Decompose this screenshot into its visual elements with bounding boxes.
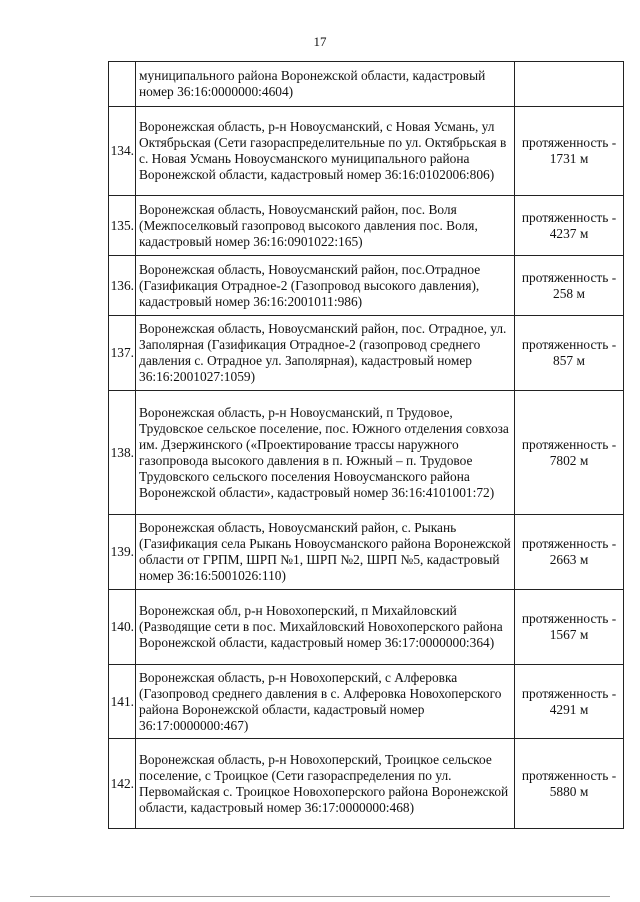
row-length: протяженность - 4237 м <box>515 196 624 256</box>
table-row <box>109 196 624 256</box>
row-description: Воронежская область, Новоусманский район, пос.Отрадное (Газификация Отрадное-2 (Газопровод высокого давления), кадастровый номер 36:16:2001011:986) <box>136 256 515 316</box>
row-description: Воронежская область, Новоусманский район, с. Рыкань (Газификация села Рыкань Новоусманского района Воронежской области от ГРПМ, ШРП №1, ШРП №2, ШРП №5, кадастровый номер 36:16:5001026:110) <box>136 515 515 590</box>
row-description: Воронежская область, р-н Новоусманский, с Новая Усмань, ул Октябрьская (Сети газораспределительные по ул. Октябрьская в с. Новая Усмань Новоусманского муниципального района Воронежской области, кадастровый номер 36:16:0102006:806) <box>136 107 515 196</box>
table-row <box>109 391 624 515</box>
row-description: Воронежская область, Новоусманский район, пос. Воля (Межпоселковый газопровод высокого давления пос. Воля, кадастровый номер 36:16:0901022:165) <box>136 196 515 256</box>
table-row <box>109 665 624 739</box>
page-bottom-rule <box>30 896 610 897</box>
row-length: протяженность - 258 м <box>515 256 624 316</box>
row-number: 136. <box>109 256 136 316</box>
row-number: 138. <box>109 391 136 515</box>
row-length: протяженность - 4291 м <box>515 665 624 739</box>
table-row-continuation <box>109 62 624 107</box>
row-number: 137. <box>109 316 136 391</box>
row-length: протяженность - 5880 м <box>515 739 624 829</box>
row-number: 141. <box>109 665 136 739</box>
row-length: протяженность - 1567 м <box>515 590 624 665</box>
row-length <box>515 62 624 107</box>
row-number-cell <box>109 62 136 107</box>
row-number: 134. <box>109 107 136 196</box>
row-description: муниципального района Воронежской области, кадастровый номер 36:16:0000000:4604) <box>136 62 515 107</box>
row-length: протяженность - 7802 м <box>515 391 624 515</box>
row-description: Воронежская область, р-н Новоусманский, п Трудовое, Трудовское сельское поселение, пос. Южного отделения совхоза им. Дзержинского («Проектирование трассы наружного газопровода высокого давления в п. Южный – п. Трудовое Трудовского сельского поселения Новоусманского района Воронежской области», кадастровый номер 36:16:4101001:72) <box>136 391 515 515</box>
table-row <box>109 107 624 196</box>
row-length: протяженность - 1731 м <box>515 107 624 196</box>
row-description: Воронежская область, р-н Новохоперский, Троицкое сельское поселение, с Троицкое (Сети газораспределения по ул. Первомайская с. Троицкое Новохоперского района Воронежской области, кадастровый номер 36:17:0000000:468) <box>136 739 515 829</box>
row-length: протяженность - 2663 м <box>515 515 624 590</box>
row-number: 135. <box>109 196 136 256</box>
row-description: Воронежская обл, р-н Новохоперский, п Михайловский (Разводящие сети в пос. Михайловский Новохоперского района Воронежской области, кадастровый номер 36:17:0000000:364) <box>136 590 515 665</box>
registry-table <box>108 61 624 829</box>
row-description: Воронежская область, р-н Новохоперский, с Алферовка (Газопровод среднего давления в с. Алферовка Новохоперского района Воронежской области, кадастровый номер 36:17:0000000:467) <box>136 665 515 739</box>
row-length: протяженность - 857 м <box>515 316 624 391</box>
table-row <box>109 590 624 665</box>
table-row <box>109 515 624 590</box>
page-number: 17 <box>313 34 327 49</box>
table-row <box>109 739 624 829</box>
row-number: 140. <box>109 590 136 665</box>
row-description: Воронежская область, Новоусманский район, пос. Отрадное, ул. Заполярная (Газификация Отрадное-2 (газопровод среднего давления с. Отрадное ул. Заполярная), кадастровый номер 36:16:2001027:1059) <box>136 316 515 391</box>
table-row <box>109 316 624 391</box>
row-number: 139. <box>109 515 136 590</box>
row-number: 142. <box>109 739 136 829</box>
table-row <box>109 256 624 316</box>
